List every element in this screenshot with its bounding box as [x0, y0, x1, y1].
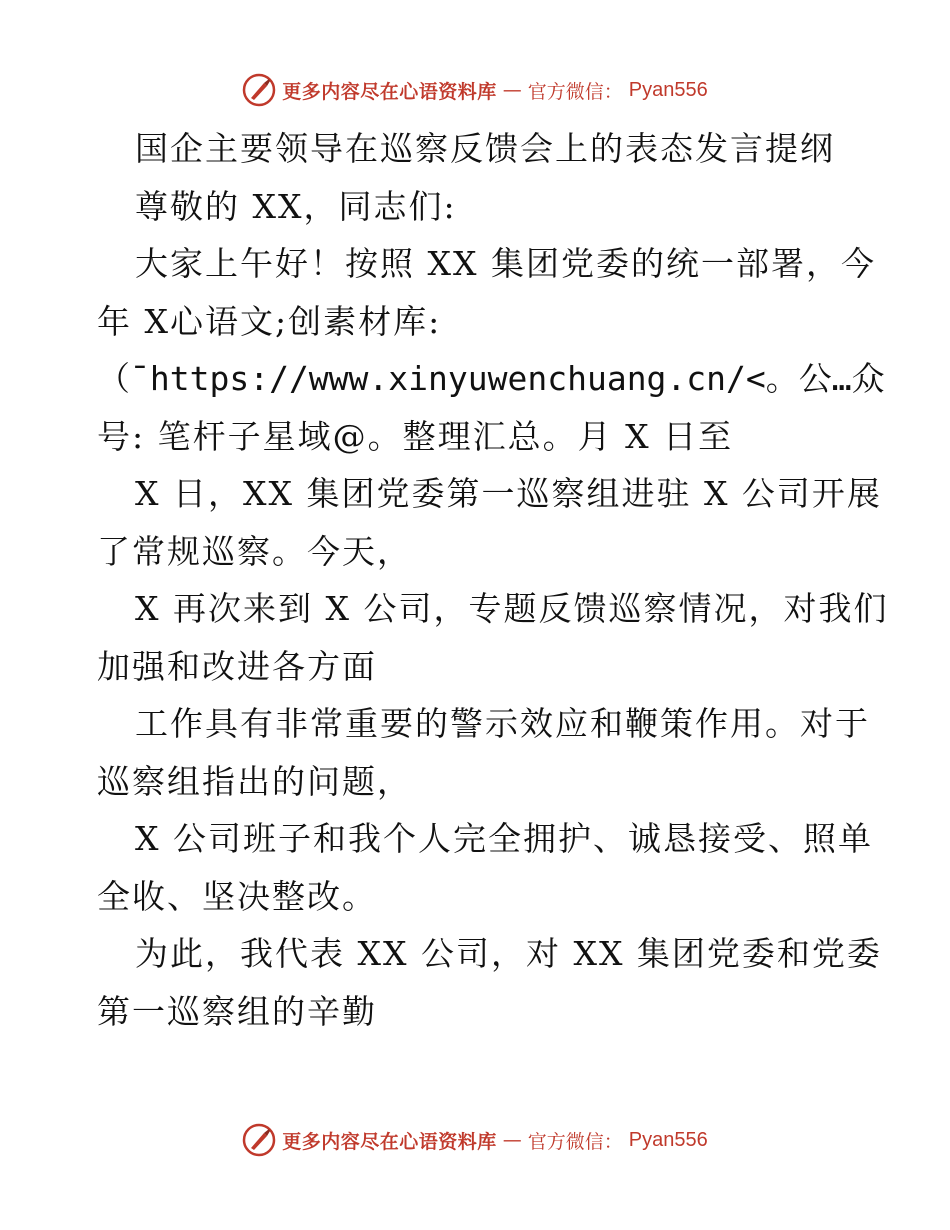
paragraph-line: 年 X心语文;创素材库: — [97, 301, 442, 341]
paragraph-line: 第一巡察组的辛勤 — [97, 991, 377, 1031]
document-title: 国企主要领导在巡察反馈会上的表态发言提纲 — [135, 129, 835, 168]
quill-pen-logo-icon — [242, 1123, 276, 1157]
paragraph-line: X 日，XX 集团党委第一巡察组进驻 X 公司开展 — [135, 474, 882, 513]
paragraph-line: X 再次来到 X 公司，专题反馈巡察情况，对我们 — [135, 589, 889, 628]
watermark-text: 更多内容尽在心语资料库 — [282, 80, 497, 103]
watermark-separator: — — [502, 1129, 522, 1151]
url-line: （¯https://www.xinyuwenchuang.cn/<。公…众 — [97, 359, 885, 398]
watermark-wechat-id: Pyan556 — [628, 78, 708, 101]
watermark-label: 官方微信： — [527, 1130, 623, 1153]
watermark-label: 官方微信： — [527, 80, 623, 103]
paragraph-line: 全收、坚决整改。 — [97, 876, 377, 916]
paragraph-line: 了常规巡察。今天， — [97, 531, 412, 571]
paragraph-line: 为此，我代表 XX 公司，对 XX 集团党委和党委 — [135, 934, 882, 973]
quill-pen-logo-icon — [242, 73, 276, 107]
paragraph-line: 工作具有非常重要的警示效应和鞭策作用。对于 — [135, 704, 870, 743]
header-watermark — [0, 70, 950, 110]
paragraph-line: 巡察组指出的问题， — [97, 761, 412, 801]
watermark-wechat-id: Pyan556 — [628, 1128, 708, 1151]
paragraph-line: 加强和改进各方面 — [97, 646, 377, 686]
salutation: 尊敬的 XX，同志们: — [135, 186, 457, 226]
paragraph-line: X 公司班子和我个人完全拥护、诚恳接受、照单 — [135, 819, 873, 858]
paragraph-line: 号: 笔杆子星域@。整理汇总。月 X 日至 — [97, 416, 734, 456]
paragraph-line: 大家上午好！按照 XX 集团党委的统一部署，今 — [135, 244, 876, 283]
document-body — [97, 120, 889, 1040]
footer-watermark — [0, 1120, 950, 1160]
watermark-text: 更多内容尽在心语资料库 — [282, 1130, 497, 1153]
watermark-separator: — — [502, 79, 522, 101]
